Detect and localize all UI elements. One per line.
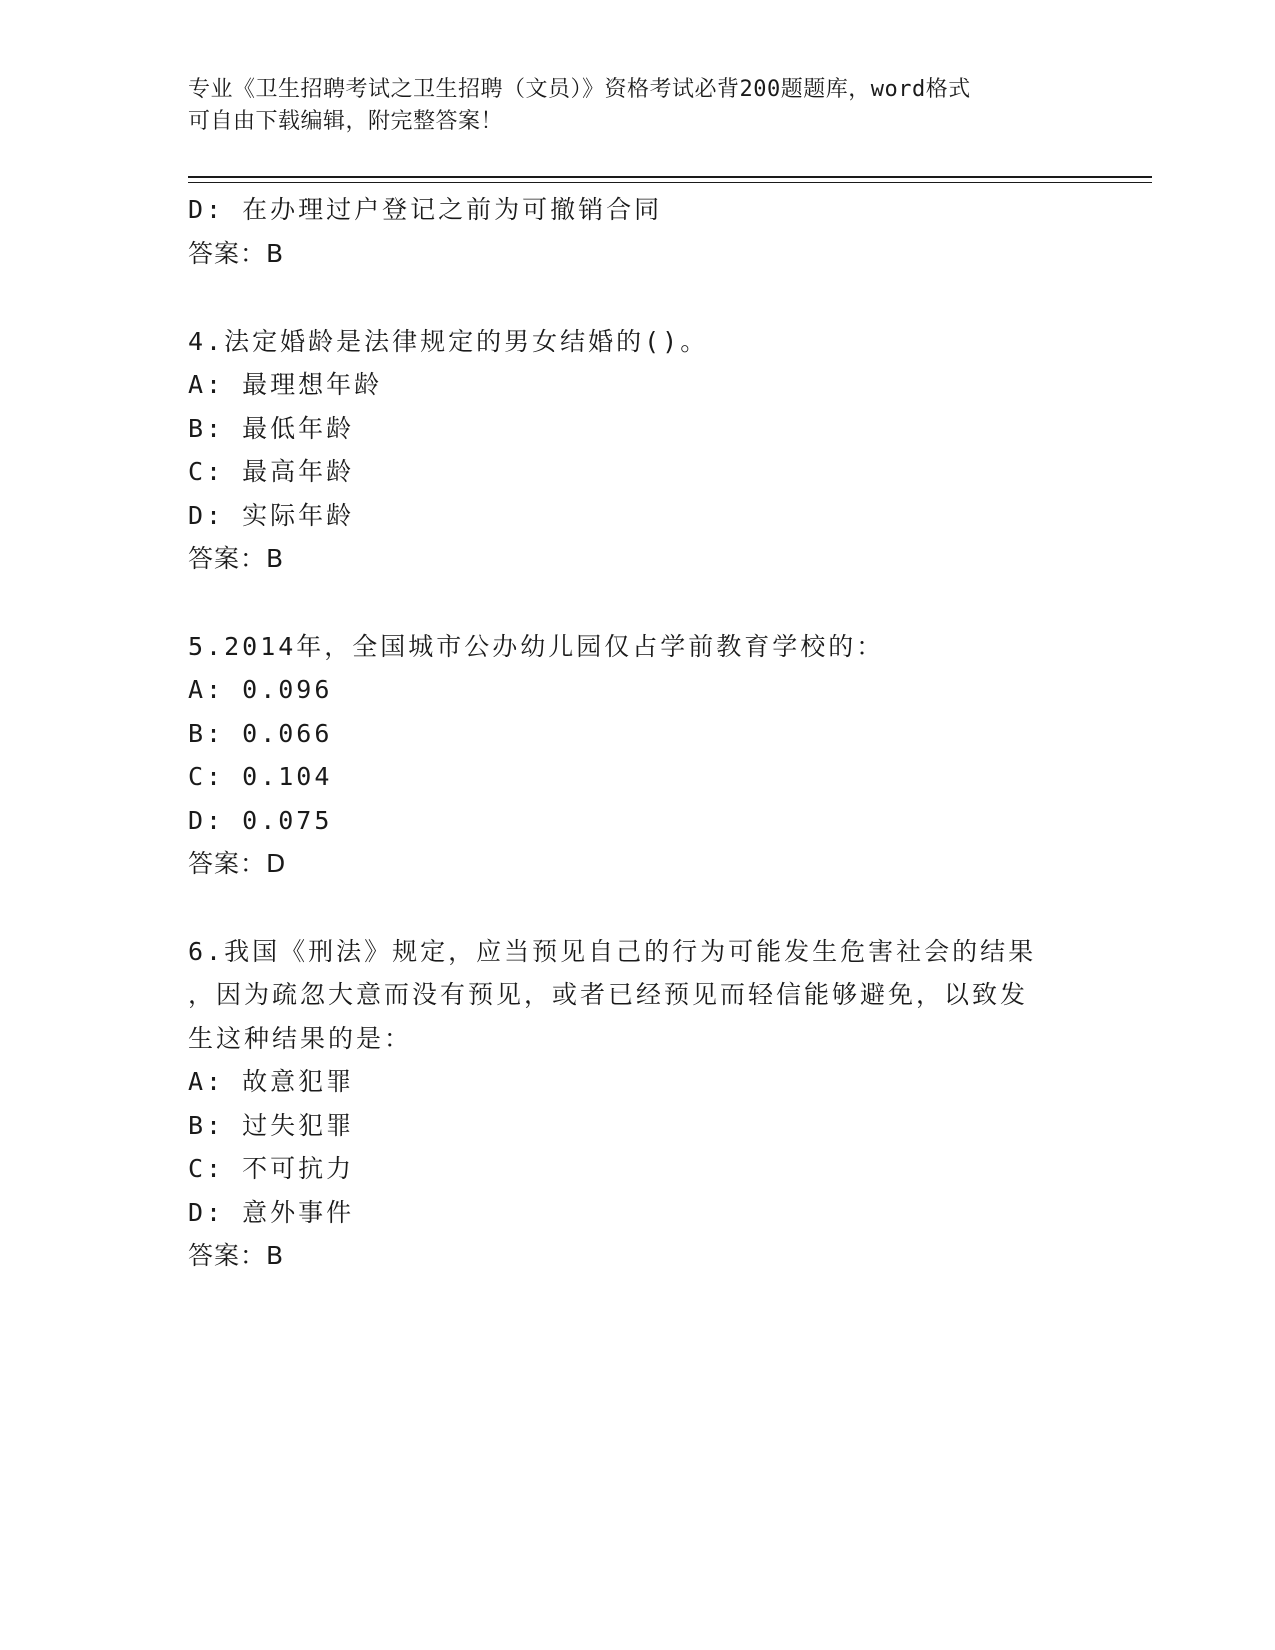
q6-question-line-3: 生这种结果的是： <box>188 1024 413 1053</box>
q6-option-b: B: 过失犯罪 <box>188 1111 355 1140</box>
document-header <box>188 74 1068 138</box>
q4-option-a: A: 最理想年龄 <box>188 370 383 399</box>
header-divider-thin <box>188 182 1152 183</box>
q6-option-a: A: 故意犯罪 <box>188 1067 355 1096</box>
q6-question-line-2: ，因为疏忽大意而没有预见，或者已经预见而轻信能够避免，以致发 <box>188 980 1029 1009</box>
q4-question: 4.法定婚龄是法律规定的男女结婚的()。 <box>188 327 709 356</box>
header-divider-thick <box>188 176 1152 178</box>
header-line-2: 可自由下载编辑，附完整答案！ <box>188 109 504 134</box>
q4-answer: 答案：B <box>188 544 285 573</box>
q6-question-line-1: 6.我国《刑法》规定，应当预见自己的行为可能发生危害社会的结果 <box>188 937 1037 966</box>
q5-answer: 答案：D <box>188 849 287 878</box>
q6-option-d: D: 意外事件 <box>188 1198 355 1227</box>
q5-option-b: B: 0.066 <box>188 719 333 748</box>
q3-answer: 答案：B <box>188 239 285 268</box>
q5-option-c: C: 0.104 <box>188 762 333 791</box>
q3-option-d: D: 在办理过户登记之前为可撤销合同 <box>188 195 663 224</box>
q4-option-d: D: 实际年龄 <box>188 501 355 530</box>
q5-option-a: A: 0.096 <box>188 675 333 704</box>
q6-option-c: C: 不可抗力 <box>188 1154 355 1183</box>
q6-answer: 答案：B <box>188 1241 285 1270</box>
q4-option-c: C: 最高年龄 <box>188 457 355 486</box>
q5-question: 5.2014年，全国城市公办幼儿园仅占学前教育学校的： <box>188 632 885 661</box>
q4-option-b: B: 最低年龄 <box>188 414 355 443</box>
q5-option-d: D: 0.075 <box>188 806 333 835</box>
header-line-1: 专业《卫生招聘考试之卫生招聘（文员）》资格考试必背200题题库，word格式 <box>188 77 971 102</box>
